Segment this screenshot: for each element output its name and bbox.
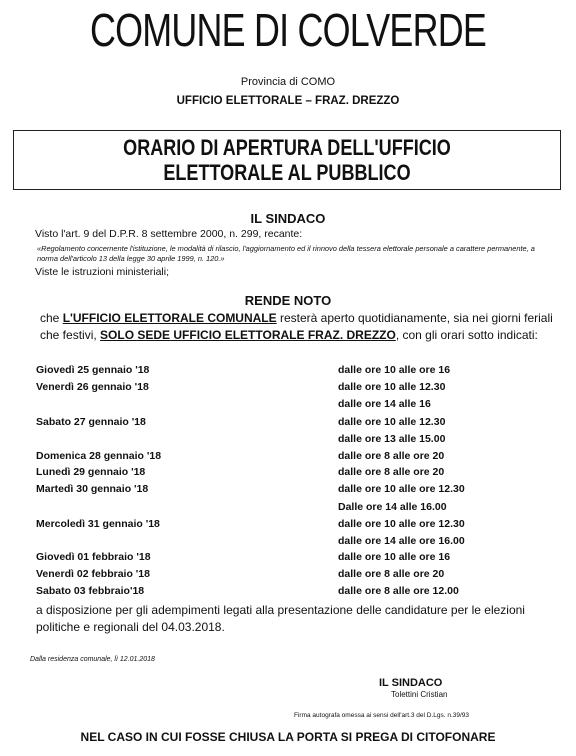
notice-title-box: [13, 130, 561, 190]
schedule-time: dalle ore 10 alle 12.30: [338, 416, 446, 428]
closing-paragraph: a disposizione per gli adempimenti legati alla presentazione delle candidature per le elezioni politiche e regionali del 04.03.2018.: [36, 603, 525, 634]
signature-name: Tolettini Cristian: [391, 690, 448, 699]
schedule-time: dalle ore 8 alle ore 20: [338, 568, 445, 580]
schedule-time: dalle ore 10 alle ore 16: [338, 551, 451, 563]
sindaco-heading: IL SINDACO: [250, 211, 326, 226]
signature-note: Firma autografa omessa ai sensi dell'art.3 del D.Lgs. n.39/93: [294, 712, 470, 719]
viste-line: Viste le istruzioni ministeriali;: [35, 266, 170, 278]
statement-line-2: [40, 328, 538, 342]
statement-text: resterà aperto quotidianamente, sia nei giorni feriali: [276, 311, 553, 325]
schedule-time: dalle ore 8 alle ore 12.00: [338, 585, 459, 597]
statement-text: , con gli orari sotto indicati:: [395, 328, 538, 342]
schedule-time: dalle ore 10 alle ore 16: [338, 364, 451, 376]
schedule-time: dalle ore 13 alle 15.00: [338, 433, 446, 445]
schedule-time: dalle ore 14 alle 16: [338, 398, 431, 410]
schedule-day: Giovedì 01 febbraio '18: [36, 551, 151, 563]
statement-underlined: SOLO SEDE UFFICIO ELETTORALE FRAZ. DREZZO: [100, 328, 396, 342]
schedule-time: dalle ore 10 alle 12.30: [338, 381, 446, 393]
schedule-day: Domenica 28 gennaio '18: [36, 450, 162, 462]
schedule-day: Mercoledì 31 gennaio '18: [36, 518, 160, 530]
schedule-day: Lunedì 29 gennaio '18: [36, 466, 146, 478]
notice-title: ORARIO DI APERTURA DELL'UFFICIO ELETTORALE AL PUBBLICO: [123, 135, 451, 185]
statement-underlined: L'UFFICIO ELETTORALE COMUNALE: [62, 311, 277, 325]
office-line: UFFICIO ELETTORALE – FRAZ. DREZZO: [176, 95, 400, 107]
visto-line: Visto l'art. 9 del D.P.R. 8 settembre 2000, n. 299, recante:: [35, 228, 303, 240]
schedule-day: Martedì 30 gennaio '18: [36, 483, 149, 495]
schedule-time: Dalle ore 14 alle 16.00: [338, 501, 447, 513]
schedule-time: dalle ore 10 alle ore 12.30: [338, 518, 465, 530]
schedule-day: Giovedì 25 gennaio '18: [36, 364, 150, 376]
signature-title: IL SINDACO: [379, 677, 443, 689]
residence-date: Dalla residenza comunale, lì 12.01.2018: [30, 656, 155, 663]
schedule-time: dalle ore 8 alle ore 20: [338, 466, 445, 478]
page-title: COMUNE DI COLVERDE: [90, 4, 486, 56]
schedule-time: dalle ore 8 alle ore 20: [338, 450, 445, 462]
schedule-time: dalle ore 14 alle ore 16.00: [338, 535, 465, 547]
schedule-day: Sabato 27 gennaio '18: [36, 416, 146, 428]
schedule-day: Sabato 03 febbraio'18: [36, 585, 145, 597]
schedule-day: Venerdì 02 febbraio '18: [36, 568, 150, 580]
footer-notice: NEL CASO IN CUI FOSSE CHIUSA LA PORTA SI PREGA DI CITOFONARE: [80, 730, 496, 744]
statement-line-1: [40, 311, 553, 325]
statement-text: che festivi,: [40, 328, 101, 342]
statement-text: che: [40, 311, 63, 325]
rende-noto-heading: RENDE NOTO: [244, 293, 332, 308]
province-line: Provincia di COMO: [240, 76, 336, 88]
schedule-time: dalle ore 10 alle ore 12.30: [338, 483, 465, 495]
schedule-day: Venerdì 26 gennaio '18: [36, 381, 149, 393]
regulation-quote: «Regolamento concernente l'istituzione, le modalità di rilascio, l'aggiornamento ed il rinnovo della tessera elettorale personale a carattere permanente, a norma dell'articolo 13 della legge 30 aprile 1999, n. 120.»: [37, 244, 535, 263]
